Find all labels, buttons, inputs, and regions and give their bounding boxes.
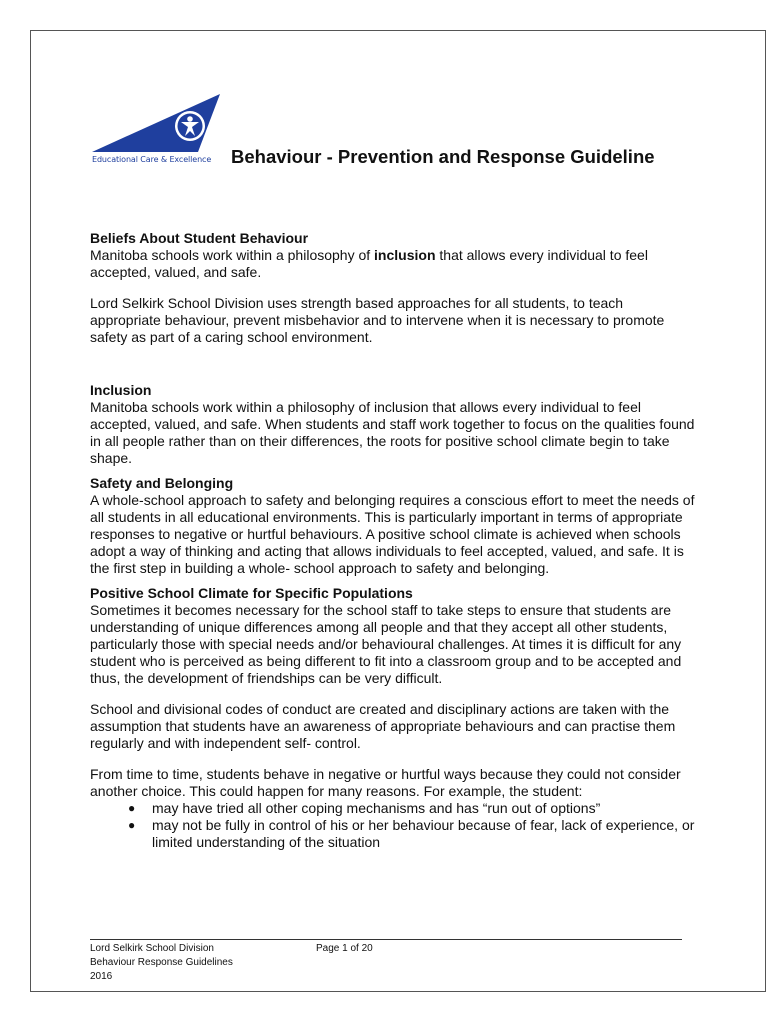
climate-paragraph-2: School and divisional codes of conduct are created and disciplinary actions are taken with the assumption that students have an awareness of appropriate behaviours and can practise them regularly and with independent self- control. — [90, 701, 676, 751]
climate-paragraph-3: From time to time, students behave in negative or hurtful ways because they could not consider another choice. This could happen for many reasons. For example, the student: — [90, 766, 681, 799]
student-reasons-list — [90, 800, 695, 851]
safety-heading: Safety and Belonging — [90, 475, 234, 491]
climate-paragraph-1: Sometimes it becomes necessary for the school staff to take steps to ensure that students are understanding of unique differences among all people and that they accept all other students, particularly those with special needs and/or behavioural challenges. At times it is difficult for any student who is perceived as being different to fit into a classroom group and to be accepted and thus, the development of friendships can be very difficult. — [90, 602, 682, 686]
inclusion-paragraph: Manitoba schools work within a philosophy of inclusion that allows every individual to feel accepted, valued, and safe. When students and staff work together to focus on the qualities found in all people rather than on their differences, the roots for positive school climate begin to take shape. — [90, 399, 695, 466]
document-body — [90, 230, 695, 851]
inclusion-heading: Inclusion — [90, 382, 152, 398]
beliefs-paragraph-1: Manitoba schools work within a philosophy of inclusion that allows every individual to feel accepted, valued, and safe. — [90, 247, 648, 280]
beliefs-heading: Beliefs About Student Behaviour — [90, 230, 309, 246]
inclusion-emphasis: inclusion — [374, 247, 436, 263]
logo-tagline: Educational Care & Excellence — [92, 155, 212, 164]
safety-paragraph: A whole-school approach to safety and belonging requires a conscious effort to meet the needs of all students in all educational environments. This is particularly important in terms of appropriate responses to negative or hurtful behaviours. A positive school climate is achieved when schools adopt a way of thinking and acting that allows individuals to feel accepted, valued, and safe. It is the first step in building a whole- school approach to safety and belonging. — [90, 492, 695, 576]
beliefs-paragraph-2: Lord Selkirk School Division uses strength based approaches for all students, to teach appropriate behaviour, prevent misbehavior and to intervene when it is necessary to promote safety as part of a caring school environment. — [90, 295, 665, 345]
footer-document-name: Behaviour Response Guidelines — [90, 957, 233, 968]
footer-divider — [90, 939, 682, 940]
footer-year: 2016 — [90, 971, 113, 982]
page-number: Page 1 of 20 — [316, 943, 373, 954]
list-item: ● may not be fully in control of his or her behaviour because of fear, lack of experience, or limited understanding of the situation — [90, 817, 695, 851]
climate-heading: Positive School Climate for Specific Populations — [90, 585, 413, 601]
logo-figure-head — [187, 116, 193, 122]
footer-info — [90, 942, 233, 984]
document-title: Behaviour - Prevention and Response Guideline — [231, 146, 655, 167]
footer-organization: Lord Selkirk School Division — [90, 943, 214, 954]
list-item: ● may have tried all other coping mechanisms and has “run out of options” — [90, 800, 695, 817]
